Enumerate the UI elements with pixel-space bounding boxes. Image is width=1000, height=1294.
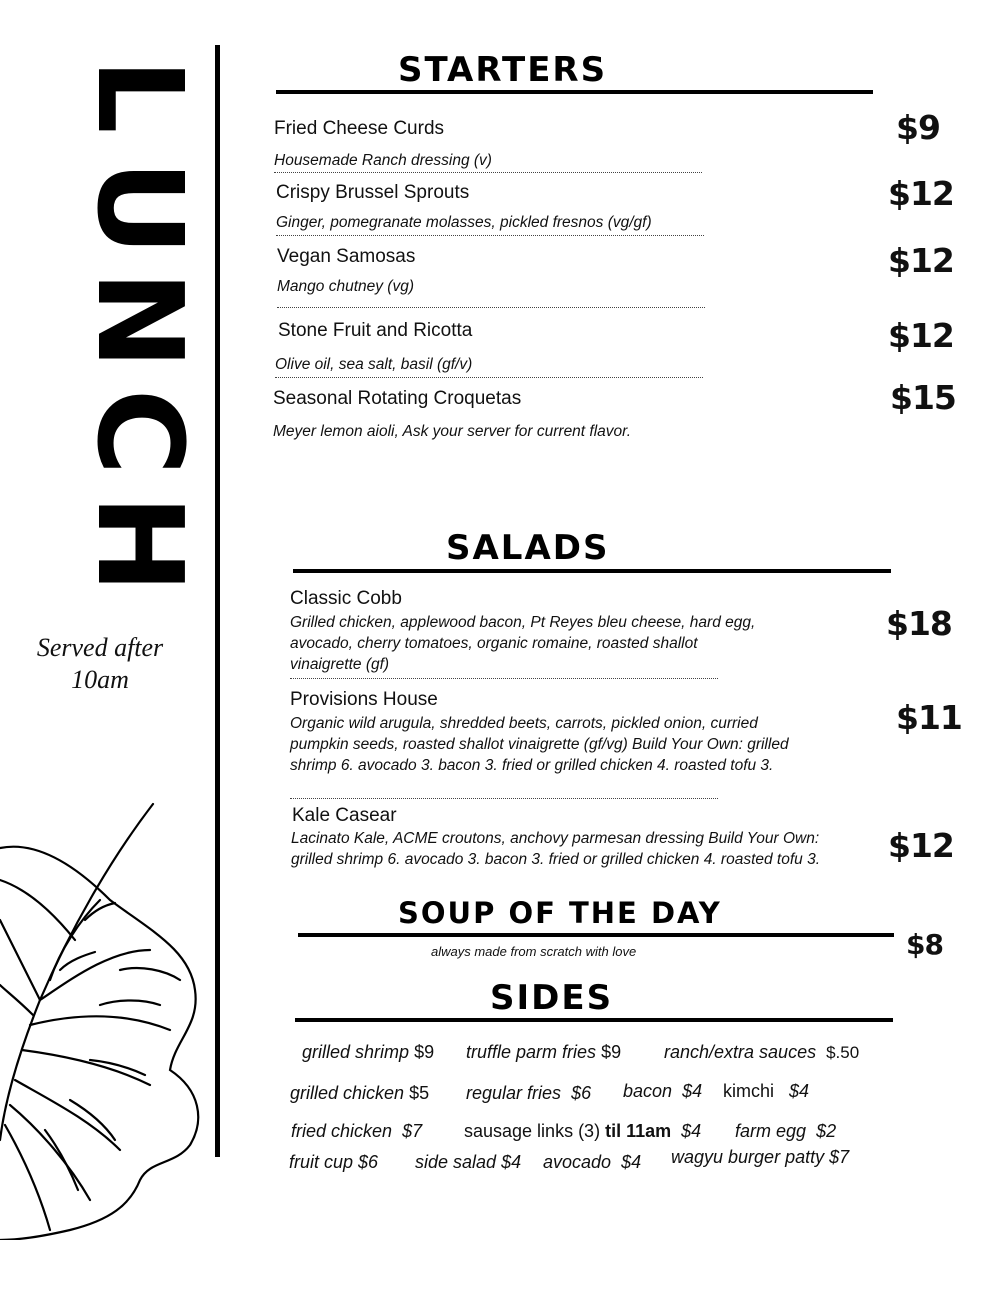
side-name: bacon [623,1081,673,1101]
title-letter: C [71,388,209,476]
side-name: sausage links (3) [464,1121,601,1141]
side-price: $4 [621,1152,642,1172]
side-price: $7 [402,1121,423,1141]
side-price: $4 [681,1121,702,1141]
title-letter: N [71,270,209,370]
salads-heading: SALADS [446,528,610,568]
vertical-divider [215,45,220,1157]
starter-name: Fried Cheese Curds [274,118,445,139]
starter-name: Vegan Samosas [277,246,416,267]
starter-price: $9 [896,108,940,147]
side-name: fruit cup [289,1152,354,1172]
starter-name: Crispy Brussel Sprouts [276,182,470,203]
soup-rule [298,933,894,937]
starter-price: $12 [888,241,954,280]
side-item [723,1081,809,1102]
soup-heading: SOUP OF THE DAY [398,896,722,930]
side-name: wagyu burger patty [671,1147,825,1167]
salad-price: $12 [888,826,954,865]
side-price: $6 [358,1152,379,1172]
side-name: kimchi [723,1081,775,1101]
soup-note: always made from scratch with love [431,944,637,959]
soup-price: $8 [906,928,943,961]
side-item [415,1152,521,1173]
side-price: $4 [682,1081,703,1101]
side-time-note: til 11am [605,1121,672,1141]
side-name: ranch/extra sauces [664,1042,817,1062]
salad-name: Classic Cobb [290,588,402,609]
title-letter: L [71,58,209,134]
side-price: $7 [829,1147,850,1167]
side-item [291,1121,422,1142]
salad-desc: Grilled chicken, applewood bacon, Pt Reyes bleu cheese, hard egg, avocado, cherry tomatoes, organic romaine, roasted shallot vinaigrette (gf) [290,614,756,673]
side-name: avocado [543,1152,612,1172]
salad-price: $11 [896,698,962,737]
side-name: grilled shrimp [302,1042,410,1062]
dotted-divider [274,172,702,173]
starters-rule [276,90,873,94]
starter-price: $12 [888,174,954,213]
title-letter: U [71,160,209,256]
side-name: regular fries [466,1083,562,1103]
starter-desc: Housemade Ranch dressing (v) [274,152,492,169]
side-item [466,1083,591,1104]
side-item [289,1152,378,1173]
dotted-divider [277,307,705,308]
starter-desc: Olive oil, sea salt, basil (gf/v) [275,356,473,373]
salad-desc: Lacinato Kale, ACME croutons, anchovy parmesan dressing Build Your Own: grilled shrimp 6. avocado 3. bacon 3. fried or grilled chicken 4. roasted tofu 3. [291,830,821,868]
salads-rule [293,569,891,573]
starter-desc: Mango chutney (vg) [277,278,414,295]
sides-heading: SIDES [490,978,614,1018]
side-price: $.50 [826,1043,860,1062]
side-price: $5 [409,1083,430,1103]
side-item [302,1042,434,1063]
side-name: side salad [415,1152,497,1172]
side-item [664,1042,859,1063]
side-price: $6 [571,1083,592,1103]
side-name: farm egg [735,1121,807,1141]
side-price: $9 [601,1042,622,1062]
dotted-divider [290,798,718,799]
title-letter: H [71,494,209,594]
starter-desc: Ginger, pomegranate molasses, pickled fresnos (vg/gf) [276,214,652,231]
starters-heading: STARTERS [398,50,608,90]
starter-price: $12 [888,316,954,355]
side-name: truffle parm fries [466,1042,597,1062]
side-price: $9 [414,1042,435,1062]
starter-name: Stone Fruit and Ricotta [278,320,473,341]
side-price: $4 [501,1152,522,1172]
salad-desc: Organic wild arugula, shredded beets, carrots, pickled onion, curried pumpkin seeds, roasted shallot vinaigrette (gf/vg) Build Your Own: grilled shrimp 6. avocado 3. bacon 3. fried or grilled chicken 4. roasted tofu 3. [290,715,789,774]
dotted-divider [275,377,703,378]
monstera-leaf-icon [0,800,210,1240]
salad-price: $18 [886,604,952,643]
salad-name: Provisions House [290,689,438,710]
starter-name: Seasonal Rotating Croquetas [273,388,522,409]
side-item [466,1042,621,1063]
side-price: $4 [789,1081,810,1101]
sides-rule [295,1018,893,1022]
side-item [671,1147,849,1168]
lunch-vertical-title [71,40,209,600]
starter-desc: Meyer lemon aioli, Ask your server for current flavor. [273,423,632,440]
side-item [623,1081,702,1102]
salad-name: Kale Casear [292,805,397,826]
side-item [543,1152,641,1173]
starter-price: $15 [890,378,956,417]
dotted-divider [276,235,704,236]
side-item [290,1083,429,1104]
side-price: $2 [816,1121,837,1141]
side-item [464,1121,701,1142]
side-name: grilled chicken [290,1083,405,1103]
dotted-divider [290,678,718,679]
side-name: fried chicken [291,1121,393,1141]
served-after-note: Served after 10am [36,633,164,694]
side-item [735,1121,836,1142]
